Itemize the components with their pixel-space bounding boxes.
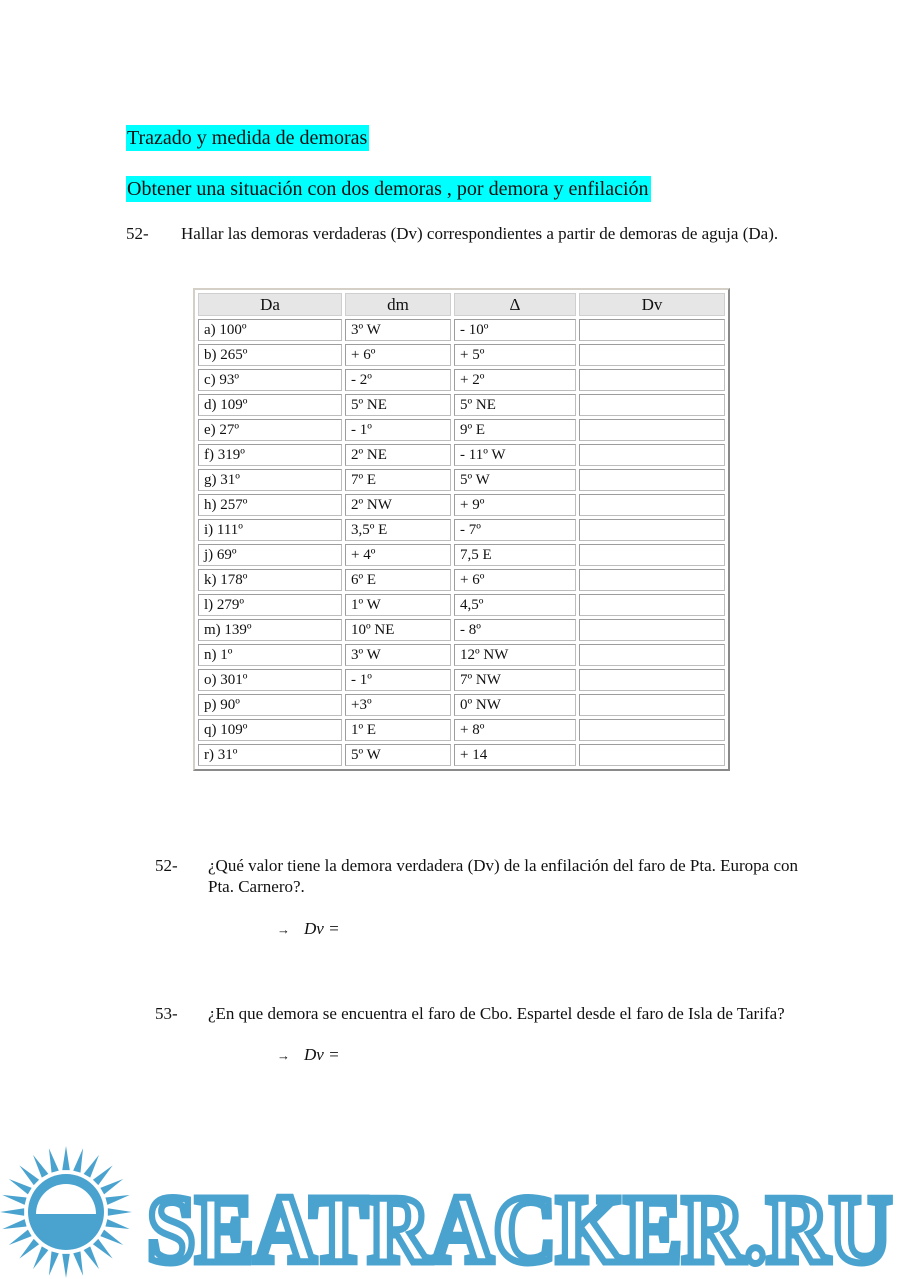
cell-dm: 2º NE (345, 444, 451, 466)
cell-dm: 1º E (345, 719, 451, 741)
cell-delta: - 8º (454, 619, 576, 641)
cell-dm: 7º E (345, 469, 451, 491)
cell-da: g) 31º (198, 469, 342, 491)
cell-dm: 5º W (345, 744, 451, 766)
cell-delta: 5º NE (454, 394, 576, 416)
cell-delta: + 2º (454, 369, 576, 391)
answer-line (277, 919, 340, 939)
cell-da: n) 1º (198, 644, 342, 666)
table-row (198, 344, 725, 366)
watermark-text: SEATRACKER.RU (147, 1176, 892, 1279)
table-row (198, 669, 725, 691)
cell-delta: + 9º (454, 494, 576, 516)
cell-da: a) 100º (198, 319, 342, 341)
cell-delta: 12º NW (454, 644, 576, 666)
cell-da: o) 301º (198, 669, 342, 691)
header-delta: Δ (454, 293, 576, 316)
cell-dm: 3º W (345, 644, 451, 666)
cell-dm: 1º W (345, 594, 451, 616)
cell-delta: - 10º (454, 319, 576, 341)
question-text: ¿En que demora se encuentra el faro de Cbo. Espartel desde el faro de Isla de Tarifa? (208, 1004, 785, 1023)
cell-dv[interactable] (579, 469, 725, 491)
cell-dv[interactable] (579, 519, 725, 541)
cell-delta: 9º E (454, 419, 576, 441)
cell-da: h) 257º (198, 494, 342, 516)
cell-dv[interactable] (579, 719, 725, 741)
cell-dv[interactable] (579, 444, 725, 466)
cell-dm: 2º NW (345, 494, 451, 516)
cell-dm: 5º NE (345, 394, 451, 416)
section-heading-situacion: Obtener una situación con dos demoras , por demora y enfilación (127, 178, 649, 200)
cell-da: j) 69º (198, 544, 342, 566)
cell-dv[interactable] (579, 644, 725, 666)
header-dv: Dv (579, 293, 725, 316)
table-row (198, 694, 725, 716)
table-row (198, 444, 725, 466)
cell-delta: 7º NW (454, 669, 576, 691)
cell-dv[interactable] (579, 369, 725, 391)
table-row (198, 494, 725, 516)
cell-da: r) 31º (198, 744, 342, 766)
header-da: Da (198, 293, 342, 316)
cell-dv[interactable] (579, 419, 725, 441)
cell-dv[interactable] (579, 344, 725, 366)
cell-delta: 7,5 E (454, 544, 576, 566)
cell-da: p) 90º (198, 694, 342, 716)
section-heading-trazado: Trazado y medida de demoras (127, 127, 368, 149)
cell-delta: + 5º (454, 344, 576, 366)
cell-dm: 3,5º E (345, 519, 451, 541)
cell-dv[interactable] (579, 694, 725, 716)
cell-delta: + 6º (454, 569, 576, 591)
table-row (198, 644, 725, 666)
question-text: ¿Qué valor tiene la demora verdadera (Dv) de la enfilación del faro de Pta. Europa con Pta. Carnero?. (208, 856, 799, 896)
question-number: 52- (155, 856, 178, 875)
cell-dm: 6º E (345, 569, 451, 591)
cell-da: k) 178º (198, 569, 342, 591)
table-row (198, 469, 725, 491)
question-number: 52- (126, 224, 149, 243)
cell-da: f) 319º (198, 444, 342, 466)
bearings-table (193, 288, 730, 771)
table-row (198, 519, 725, 541)
cell-da: b) 265º (198, 344, 342, 366)
cell-delta: 4,5º (454, 594, 576, 616)
cell-da: l) 279º (198, 594, 342, 616)
cell-dm: 3º W (345, 319, 451, 341)
table-row (198, 569, 725, 591)
cell-dm: - 1º (345, 669, 451, 691)
question-number: 53- (155, 1004, 178, 1023)
cell-da: c) 93º (198, 369, 342, 391)
table-row (198, 619, 725, 641)
cell-dv[interactable] (579, 619, 725, 641)
cell-dm: - 1º (345, 419, 451, 441)
table-row (198, 594, 725, 616)
cell-dv[interactable] (579, 394, 725, 416)
question-text: Hallar las demoras verdaderas (Dv) correspondientes a partir de demoras de aguja (Da). (181, 224, 779, 243)
cell-dv[interactable] (579, 544, 725, 566)
cell-delta: + 14 (454, 744, 576, 766)
arrow-icon: → (277, 1048, 290, 1063)
cell-delta: 0º NW (454, 694, 576, 716)
cell-dv[interactable] (579, 494, 725, 516)
cell-dm: - 2º (345, 369, 451, 391)
cell-delta: - 11º W (454, 444, 576, 466)
cell-dv[interactable] (579, 744, 725, 766)
cell-dm: 10º NE (345, 619, 451, 641)
sun-logo-icon (0, 1146, 132, 1278)
answer-label: Dv = (304, 919, 340, 938)
cell-da: i) 111º (198, 519, 342, 541)
seatracker-watermark (0, 1140, 907, 1279)
table-row (198, 419, 725, 441)
cell-da: q) 109º (198, 719, 342, 741)
table-row (198, 369, 725, 391)
cell-dm: + 4º (345, 544, 451, 566)
table-header-row (198, 293, 725, 316)
cell-dv[interactable] (579, 669, 725, 691)
cell-da: d) 109º (198, 394, 342, 416)
cell-delta: + 8º (454, 719, 576, 741)
arrow-icon: → (277, 922, 290, 937)
cell-dm: +3º (345, 694, 451, 716)
table-row (198, 319, 725, 341)
cell-delta: 5º W (454, 469, 576, 491)
answer-line (277, 1045, 340, 1065)
table-row (198, 744, 725, 766)
table-row (198, 719, 725, 741)
table-row (198, 394, 725, 416)
cell-dv[interactable] (579, 569, 725, 591)
cell-delta: - 7º (454, 519, 576, 541)
cell-dv[interactable] (579, 319, 725, 341)
cell-da: m) 139º (198, 619, 342, 641)
cell-dm: + 6º (345, 344, 451, 366)
table-row (198, 544, 725, 566)
cell-dv[interactable] (579, 594, 725, 616)
header-dm: dm (345, 293, 451, 316)
cell-da: e) 27º (198, 419, 342, 441)
answer-label: Dv = (304, 1045, 340, 1064)
